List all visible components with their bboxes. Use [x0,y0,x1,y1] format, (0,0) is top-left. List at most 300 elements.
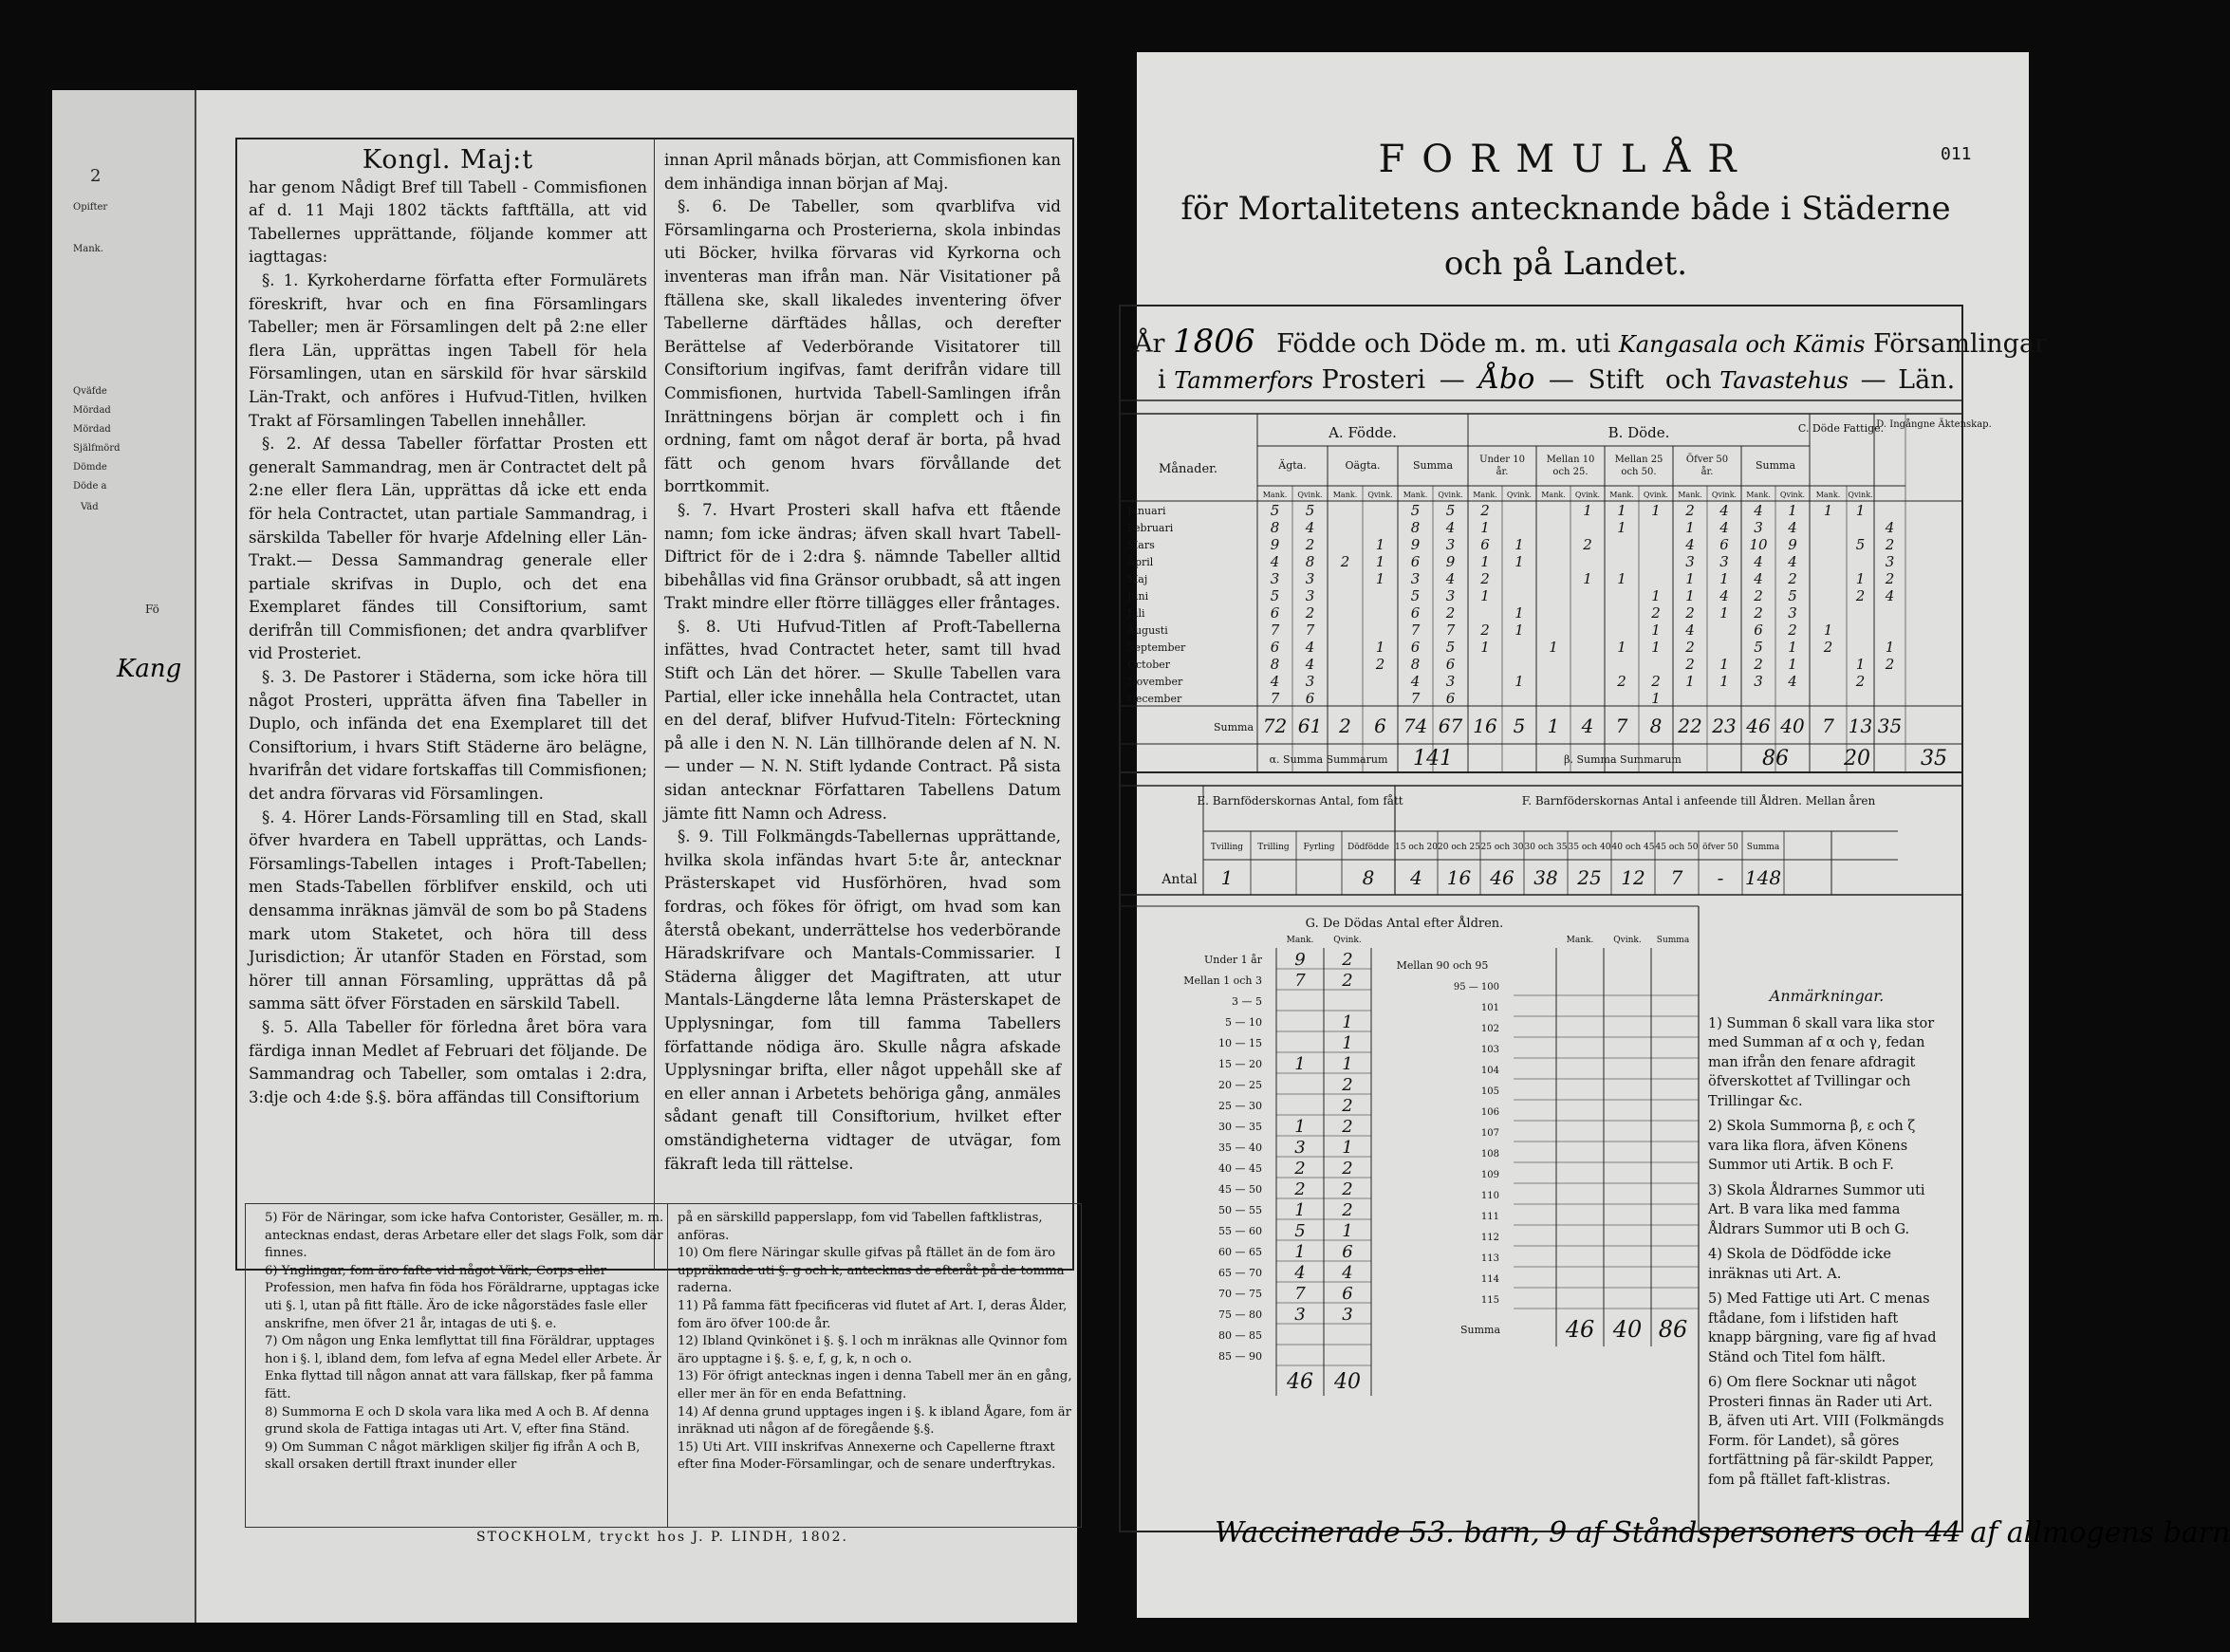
table-cell: 1 [1855,570,1866,587]
strip-text: Opifter [73,202,108,213]
f-col-header: 20 och 25 [1438,843,1480,852]
age-qvink-value: 2 [1342,1117,1353,1137]
age-label: 55 — 60 [1218,1225,1262,1237]
age-qvink-value: 1 [1342,1054,1353,1074]
subheader: Summa [1412,459,1454,472]
e-value: 1 [1220,866,1234,889]
age-right-label: 95 — 100 [1453,982,1499,993]
section-d-title: D. Ingångne Äktenskap. [1876,419,1992,430]
table-cell: 1 [1375,639,1385,656]
age-mank-value: 1 [1294,1117,1306,1137]
age-label: 70 — 75 [1218,1288,1262,1300]
table-cell: 1 [1375,553,1385,570]
table-cell: 7 [1410,690,1421,707]
e-col-header: Fyrling [1303,843,1335,852]
section-c-title: C. Döde Fattige. [1797,422,1885,435]
strip-text: Qväfde [73,386,107,397]
table-cell: 1 [1480,519,1490,536]
sex-label: Qvink. [1438,491,1463,499]
f-col-header: 25 och 30 [1480,843,1524,852]
g-qvink-header: Qvink. [1613,936,1642,945]
table-cell: 3 [1445,536,1456,553]
table-cell: 7 [1270,622,1280,639]
age-right-label: 112 [1480,1233,1499,1243]
age-label: 45 — 50 [1218,1183,1262,1196]
strip-text: Mördad [73,405,111,416]
table-cell: 9 [1410,536,1421,553]
table-cell: 1 [1885,639,1895,656]
table-cell: 1 [1651,587,1661,604]
strip-text: Fö [145,603,159,616]
sex-label: Qvink. [1643,491,1669,499]
table-cell: 1 [1651,622,1661,639]
och-label: och [1664,365,1712,395]
summa-cell: 72 [1262,715,1288,737]
subheader: Mellan 10 [1546,455,1595,465]
month-label: Augusti [1127,624,1168,637]
sex-label: Qvink. [1711,491,1738,499]
header-line-2: i Tammerfors Prosteri — Åbo — Stift och Tavastehus — Län. [1158,362,1956,396]
parish-name: Kangasala och Kämis [1618,331,1866,358]
age-qvink-value: 2 [1342,1200,1353,1220]
age-qvink-value: 2 [1342,1075,1353,1095]
footnote: 9) Om Summan C något märkligen skiljer fig ifrån A och B, skall orsaken dertill ftraxt inunder eller [265,1439,641,1473]
decree-paragraph: §. 7. Hvart Prosteri skall hafva ett ftående namn; fom icke ändras; äfven skall hvart Tabell-Diftrict för de i 2:dra §. nämnde Tabeller alltid bibehållas vid fina Gränsor orubbadt, så att ingen Trakt mindre eller ftörre tillägges eller fråntages. [664,500,1061,613]
table-cell: 5 [1270,587,1280,604]
form-subtitle-1: för Mortalitetens antecknande både i Städerne [1180,190,1951,228]
footnote: 7) Om någon ung Enka lemflyttat till fina Föräldrar, upptages hon i §. l, ibland dem, fom lefva af egna Medel eller Arbete. Är Enka flyttad till någon annat att vara fällskap, fker på famma fätt. [265,1334,661,1401]
table-cell: 1 [1719,604,1729,622]
header-phrase: Födde och Döde m. m. uti [1276,329,1611,359]
section-b-title: B. Döde. [1607,424,1670,441]
decree-paragraph: §. 4. Hörer Lands-Församling till en Stad, skall öfver hvardera en Tabell upprättas, och Lands-Församlings-Tabellen intages i Proft-Tabellen; men Stads-Tabellen förblifver enskild, och uti densamma inräknas jämväl de som bo på Stadens mark utom Staketet, och höra till dess Jurisdiction; Är utanför Staden en Förstad, som hörer till annan Församling, upprättas då på samma sätt öfver Förstaden en särskild Tabell. [249,807,647,1013]
subheader: Summa [1755,459,1796,472]
f-col-header: Summa [1746,843,1780,852]
strip-text: Själfmörd [73,443,121,454]
table-cell: 1 [1617,570,1626,587]
table-cell: 4 [1270,673,1280,690]
f-value: 148 [1744,866,1782,889]
table-cell: 3 [1305,587,1315,604]
age-label: 20 — 25 [1218,1079,1262,1091]
month-label: November [1127,676,1183,688]
age-mank-value: 1 [1294,1200,1306,1220]
month-label: Januari [1127,505,1166,517]
table-cell: 7 [1410,622,1421,639]
lan-label: Län. [1898,365,1956,395]
table-cell: 2 [1788,622,1797,639]
table-cell: 4 [1685,536,1695,553]
table-cell: 2 [1885,656,1895,673]
table-cell: 2 [1754,587,1763,604]
month-label: October [1127,659,1171,671]
table-cell: 1 [1549,639,1558,656]
table-cell: 2 [1885,536,1895,553]
remark-item: 4) Skola de Dödfödde icke inräknas uti Art. A. [1708,1247,1891,1282]
g-summa-mank: 46 [1565,1316,1595,1343]
table-cell: 5 [1754,639,1763,656]
months-header: Månader. [1158,462,1218,476]
table-cell: 2 [1305,604,1315,622]
f-value: 4 [1410,866,1422,889]
table-cell: 2 [1788,570,1797,587]
footnote: 11) På famma fätt fpecificeras vid flutet af Art. I, deras Ålder, fom äro öfver 100:de år. [678,1298,1068,1331]
strip-text: Mank. [73,244,103,254]
summa-cell: 74 [1403,715,1428,737]
table-cell: 4 [1270,553,1280,570]
table-cell: 1 [1480,587,1490,604]
age-right-label: 104 [1480,1066,1499,1076]
table-cell: 1 [1685,519,1695,536]
table-cell: 2 [1480,502,1490,519]
table-cell: 1 [1719,656,1729,673]
table-cell: 4 [1445,519,1456,536]
table-cell: 4 [1788,673,1797,690]
age-right-head: Mellan 90 och 95 [1396,959,1489,972]
section-g-title: G. De Dödas Antal efter Åldren. [1305,917,1504,931]
table-cell: 4 [1719,519,1729,536]
subheader: Under 10 [1479,455,1525,465]
table-cell: 4 [1754,553,1763,570]
age-mank-value: 7 [1294,971,1306,991]
table-cell: 6 [1305,690,1315,707]
f-value: 46 [1490,866,1515,889]
summa-cell: 2 [1339,715,1351,737]
table-cell: 2 [1754,604,1763,622]
table-cell: 1 [1515,536,1524,553]
age-right-label: 114 [1480,1274,1499,1285]
sex-label: Qvink. [1367,491,1393,499]
month-label: Maj [1127,573,1148,585]
table-cell: 4 [1305,656,1315,673]
age-qvink-value: 2 [1342,971,1353,991]
table-cell: 2 [1617,673,1626,690]
table-cell: 2 [1685,656,1695,673]
age-qvink-value: 2 [1342,1159,1353,1179]
age-label: 3 — 5 [1232,995,1262,1008]
subheader: Öfver 50 [1685,455,1729,465]
f-value: 25 [1577,866,1602,889]
d-sum-value: 35 [1921,747,1947,770]
age-mank-value: 4 [1294,1263,1306,1283]
sex-label: Mank. [1332,491,1358,499]
table-cell: 6 [1445,690,1456,707]
prosteri-name: Tammerfors [1174,367,1313,394]
summa-cell: 5 [1513,715,1526,737]
table-cell: 1 [1515,622,1524,639]
table-cell: 6 [1480,536,1490,553]
footnote: på en särskilld papperslapp, fom vid Tabellen faftklistras, anföras. [678,1211,1043,1243]
table-cell: 4 [1885,587,1895,604]
section-f-title: F. Barnföderskornas Antal i anfeende till Åldren. Mellan åren [1521,794,1876,807]
strip-number: 2 [90,166,102,186]
table-cell: 1 [1651,639,1661,656]
table-cell: 3 [1445,673,1456,690]
sex-label: Mank. [1473,491,1497,499]
table-cell: 1 [1617,519,1626,536]
f-col-header: 35 och 40 [1568,843,1611,852]
table-cell: 4 [1685,622,1695,639]
table-cell: 8 [1410,656,1421,673]
table-cell: 1 [1515,673,1524,690]
table-cell: 1 [1375,536,1385,553]
g-summa-label: Summa [1459,1324,1501,1336]
table-cell: 8 [1305,553,1315,570]
f-col-header: öfver 50 [1702,843,1738,852]
table-cell: 2 [1445,604,1456,622]
table-cell: 3 [1685,553,1695,570]
sex-label: Qvink. [1574,491,1601,499]
age-qvink-value: 3 [1342,1305,1353,1325]
summa-cell: 13 [1848,715,1873,737]
f-col-header: 40 och 45 [1611,843,1655,852]
age-label: 85 — 90 [1218,1350,1262,1363]
footnote: 8) Summorna E och D skola vara lika med A och B. Af denna grund skola de Fattiga intagas uti Art. V, efter fina Ständ. [265,1404,649,1438]
f-value: 7 [1670,866,1683,889]
age-right-label: 106 [1480,1107,1499,1118]
footnote: 6) Ynglingar, fom äro fafte vid något Värk, Corps eller Profession, men hafva fin föda hos Föräldrarne, upptagas icke uti §. l, utan på fitt ftälle. Äro de icke någorstädes fasle eller anskrifne, men öfver 21 år, intagas de uti §. e. [265,1263,660,1331]
table-cell: 6 [1719,536,1729,553]
age-total-mank: 46 [1287,1370,1313,1394]
table-cell: 6 [1410,639,1421,656]
table-cell: 1 [1375,570,1385,587]
table-cell: 1 [1617,502,1626,519]
f-value: 16 [1446,866,1472,889]
sex-label: Mank. [1262,491,1288,499]
age-label: 65 — 70 [1218,1267,1262,1279]
month-label: Juli [1127,607,1145,620]
g-summa-total: 86 [1658,1316,1688,1343]
age-right-label: 111 [1480,1212,1499,1222]
table-cell: 5 [1410,502,1421,519]
table-cell: 1 [1823,502,1833,519]
table-cell: 2 [1754,656,1763,673]
age-right-label: 113 [1480,1253,1499,1264]
subheader: år. [1700,467,1714,477]
age-label: 35 — 40 [1218,1142,1262,1154]
table-cell: 10 [1749,536,1768,553]
table-cell: 8 [1270,519,1280,536]
table-cell: 1 [1685,570,1695,587]
table-cell: 1 [1651,690,1661,707]
table-cell: 9 [1270,536,1280,553]
remark-item: 3) Skola Åldrarnes Summor uti Art. B vara lika med famma Åldrars Summor uti B och G. [1708,1182,1925,1237]
summa-cell: 46 [1746,715,1771,737]
table-cell: 2 [1340,553,1350,570]
age-right-label: 103 [1480,1045,1499,1055]
table-cell: 6 [1410,553,1421,570]
age-right-label: 107 [1480,1128,1499,1139]
subheader: Ägta. [1278,459,1307,472]
year-label: År [1134,329,1165,359]
age-qvink-value: 2 [1342,1096,1353,1116]
table-cell: 2 [1651,604,1661,622]
decree-paragraph: §. 2. Af dessa Tabeller författar Prosten ett generalt Sammandrag, men är Contractet delt på 2:ne eller flera Län, upprättas då icke ett enda för hela Contractet, utan partiale Sammandrag, i särskilda Tabeller för hvarje Afdelning eller Län-Trakt.— Dessa Sammandrag generale eller partiale skrifvas in Duplo, och det ena Exemplaret fändes till Consiftorium, samt derifrån till Commisfionen; det andra qvarblifver vid Prosteriet. [249,435,647,663]
age-label: 75 — 80 [1218,1309,1262,1321]
table-cell: 2 [1823,639,1833,656]
table-cell: 4 [1305,519,1315,536]
age-label: 60 — 65 [1218,1246,1262,1258]
decree-paragraph: har genom Nådigt Bref till Tabell - Commisfionen af d. 11 Maji 1802 täckts faftftälla, att vid Tabellernes upprättande, följande kommer att iagttagas: [249,177,647,267]
table-cell: 1 [1651,502,1661,519]
summa-cell: 40 [1780,715,1805,737]
age-qvink-value: 1 [1342,1221,1353,1241]
remarks-title: Anmärkningar. [1769,987,1885,1005]
month-label: Mars [1127,539,1155,551]
age-right-label: 110 [1480,1191,1499,1201]
age-qvink-value: 2 [1342,1179,1353,1199]
footnote: 5) För de Näringar, som icke hafva Contorister, Gesäller, m. m. antecknas endast, deras Arbetare eller det slags Folk, som där finnes. [265,1211,664,1261]
summa-cell: 23 [1712,715,1737,737]
subheader: Oägta. [1345,459,1381,472]
decree-paragraph: §. 9. Till Folkmängds-Tabellernas upprättande, hvilka skola infändas hvart 5:te år, antecknar Prästerskapet vid Husförhören, hvad som fordras, och fökes för öfrigt, om hvad som kan återstå obekant, underrättelse hos vederbörande Häradskrifvare och Mantals-Commissarier. I Städerna åligger det Magiftraten, att utur Mantals-Längderne låta lemna Prästerskapet de Upplysningar, fom till famma Tabellers författande nödiga äro. Skulle några afskade Upplysningar brifta, eller något uppehåll ske af en eller annan i Arbetets behöriga gång, anmäles sådant genaft till Consiftorium, hvilket efter omständigheterna vidtager de utvägar, fom fäkraft leda till rättelse. [664,827,1061,1173]
sex-label: Mank. [1403,491,1428,499]
i-label: i [1158,365,1166,395]
table-cell: 7 [1445,622,1456,639]
g-summa-qvink: 40 [1612,1316,1643,1343]
age-qvink-value: 6 [1342,1242,1353,1262]
table-cell: 6 [1754,622,1763,639]
age-qvink-value: 1 [1342,1033,1353,1053]
f-value: - [1717,866,1724,889]
decree-title: Kongl. Maj:t [362,145,534,175]
age-label: Under 1 år [1204,954,1262,966]
age-mank-value: 7 [1294,1284,1306,1304]
summa-cell: 6 [1374,715,1386,737]
remark-item: 5) Med Fattige uti Art. C menas ftådane, fom i lifstiden haft knapp bärgning, vare fig af hvad Ständ och Titel fom hälft. [1708,1291,1937,1365]
summa-cell: 8 [1649,715,1663,737]
age-right-label: 102 [1480,1024,1499,1034]
prosteri-label: Prosteri [1321,365,1426,395]
table-cell: 6 [1270,639,1280,656]
table-cell: 1 [1685,587,1695,604]
table-cell: 1 [1583,502,1592,519]
summa-cell: 22 [1678,715,1702,737]
age-label: 80 — 85 [1218,1329,1262,1342]
summa-cell: 67 [1438,715,1463,737]
g-mank-header: Mank. [1566,936,1594,945]
antal-label: Antal [1161,872,1198,887]
table-cell: 8 [1270,656,1280,673]
table-cell: 5 [1410,587,1421,604]
age-mank-value: 1 [1294,1054,1306,1074]
subheader: och 50. [1621,467,1657,477]
strip-text: Väd [81,502,99,512]
age-mank-value: 9 [1294,950,1306,970]
table-cell: 5 [1270,502,1280,519]
table-cell: 7 [1270,690,1280,707]
summa-label: Summa [1213,721,1254,733]
table-cell: 2 [1305,536,1315,553]
table-cell: 3 [1885,553,1895,570]
g-qvink-header: Qvink. [1333,936,1362,945]
age-qvink-value: 1 [1342,1012,1353,1032]
table-cell: 4 [1305,639,1315,656]
table-cell: 4 [1754,570,1763,587]
form-subtitle-2: och på Landet. [1443,245,1688,283]
table-cell: 4 [1719,587,1729,604]
remark-item: 6) Om flere Socknar uti något Prosteri finnas än Rader uti Art. B, äfven uti Art. VIII (Folkmängds Form. för Landet), så göres fortfättning på fär-skildt Papper, fom på ftället faft-klistras. [1708,1375,1944,1488]
remark-item: 1) Summan δ skall vara lika stor med Summan af α och γ, fedan man ifrån den fenare afdragit öfverskottet af Tvillingar och Trillingar &c. [1708,1015,1935,1109]
table-cell: 1 [1515,604,1524,622]
table-cell: 3 [1270,570,1280,587]
table-cell: 1 [1788,639,1797,656]
subheader: år. [1496,467,1509,477]
c-sum-value: 20 [1844,747,1870,770]
table-cell: 2 [1375,656,1385,673]
table-cell: 4 [1788,553,1797,570]
alpha-label: α. Summa Summarum [1269,753,1388,766]
age-mank-value: 3 [1294,1305,1306,1325]
table-cell: 2 [1685,604,1695,622]
section-a-title: A. Födde. [1329,424,1397,441]
table-cell: 5 [1445,502,1456,519]
remark-item: 2) Skola Summorna β, ε och ζ vara lika flora, äfven Könens Summor uti Artik. B och F. [1708,1119,1916,1173]
subheader: och 25. [1552,467,1589,477]
footnote: 10) Om flere Näringar skulle gifvas på ftället än de fom äro uppräknade uti §. g och k, antecknas de efteråt på de tomma raderna. [678,1246,1065,1296]
summa-cell: 7 [1615,715,1628,737]
e-col-header: Tvilling [1210,843,1244,852]
age-right-label: 109 [1480,1170,1499,1180]
footnote: 13) För öfrigt antecknas ingen i denna Tabell mer än en gång, eller mer än för en enda Befattning. [678,1369,1072,1401]
table-cell: 2 [1685,502,1695,519]
age-mank-value: 3 [1294,1138,1306,1158]
folio-number: 011 [1941,144,1972,164]
table-cell: 1 [1480,639,1490,656]
decree-paragraph: §. 3. De Pastorer i Städerna, som icke höra till något Prosteri, upprätta äfven fina Tabeller in Duplo, och infända det ena Exemplaret till det Consiftorium, i hvars Stift Städerne äro belägne, hvarifrån det vidare fortskaffas till Commisfionen; det andra förvaras vid Församlingen. [249,668,647,804]
sex-label: Mank. [1815,491,1841,499]
table-cell: 2 [1583,536,1592,553]
summa-cell: 35 [1877,715,1903,737]
sex-label: Qvink. [1848,491,1873,499]
summa-cell: 16 [1473,715,1497,737]
beta-value: 86 [1762,747,1789,770]
month-label: April [1127,556,1154,568]
summa-cell: 4 [1581,715,1594,737]
f-col-header: 30 och 35 [1524,843,1568,852]
table-cell: 5 [1305,502,1315,519]
footnote: 14) Af denna grund upptages ingen i §. k ibland Ågare, fom är inräknad uti någon af de föregående §.§. [678,1404,1071,1438]
age-mank-value: 2 [1294,1179,1306,1199]
section-e-title: E. Barnföderskornas Antal, fom fått [1197,794,1403,807]
table-cell: 1 [1855,656,1866,673]
age-mank-value: 5 [1294,1221,1306,1241]
decree-paragraph: §. 8. Uti Hufvud-Titlen af Proft-Tabellerna infättes, hvad Contractet heter, samt till hvad Stift och Län det hörer. — Skulle Tabellen vara Partial, eller icke innehålla hela Contractet, utan en del deraf, blifver Hufvud-Titeln: Förteckning på alle i den N. N. Län tillhörande delen af N. N. — under — N. N. Stift lydande Contract. På sista sidan antecknar Författaren Tabellens Datum jämte fitt Namn och Adress. [664,617,1061,823]
vaccination-note: Waccinerade 53. barn, 9 af Ståndspersoners och 44 af allmogens barn [1215,1516,2230,1550]
table-cell: 1 [1685,673,1695,690]
table-cell: 4 [1754,502,1763,519]
table-cell: 2 [1480,622,1490,639]
table-cell: 3 [1305,570,1315,587]
table-cell: 6 [1410,604,1421,622]
table-cell: 9 [1445,553,1456,570]
sex-label: Qvink. [1297,491,1323,499]
month-label: Juni [1127,590,1149,603]
f-value: 38 [1533,866,1558,889]
alpha-value: 141 [1413,747,1453,770]
decree-paragraph: §. 5. Alla Tabeller för förledna året böra vara färdiga innan Medlet af Februari det följande. De Sammandrag och Tabeller, som omtalas i 2:dra, 3:dje och 4:de §.§. böra affändas till Consiftorium [249,1017,647,1106]
table-cell: 7 [1305,622,1315,639]
table-cell: 2 [1855,673,1866,690]
decree-paragraph: §. 1. Kyrkoherdarne författa efter Formulärets föreskrift, hvar och en fina Församlingars Tabeller; men är Församlingen delt på 2:ne eller flera Län, upprättas ingen Tabell för hela Församlingen, utan en särskild för hvar särskild Län-Trakt, och anföres i Hufvud-Titlen, hvilken Trakt af Församlingen Tabellen innehåller. [249,270,647,430]
table-cell: 3 [1305,673,1315,690]
age-qvink-value: 4 [1342,1263,1353,1283]
table-cell: 9 [1788,536,1797,553]
age-right-label: 115 [1480,1295,1499,1306]
sex-label: Mank. [1541,491,1566,499]
table-cell: 1 [1719,673,1729,690]
g-summa-header: Summa [1656,936,1690,945]
